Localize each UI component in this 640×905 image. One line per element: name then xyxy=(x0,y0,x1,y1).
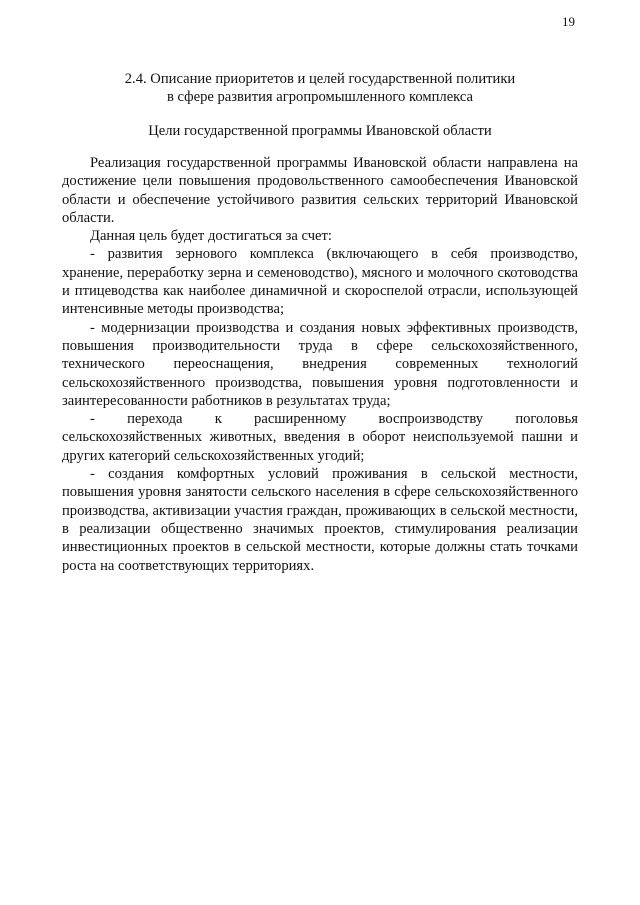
paragraph-modernization: - модернизации производства и создания новых эффективных производств, повышения производительности труда в сфере сельскохозяйственного, технического переоснащения, внедрения современных технологий сельскохозяйственного производства, повышения уровня подготовленности и заинтересованности работников в результатах труда; xyxy=(62,319,578,409)
paragraph-rural-conditions: - создания комфортных условий проживания в сельской местности, повышения уровня занятости сельского населения в сфере сельскохозяйственного производства, активизации участия граждан, проживающих в сельской местности, в реализации общественно значимых проектов, стимулирования реализации инвестиционных проектов в сельской местности, которые должны стать точками роста на соответствующих территориях. xyxy=(62,466,578,574)
page-number: 19 xyxy=(562,14,575,29)
body-text xyxy=(62,154,578,575)
paragraph-means-intro: Данная цель будет достигаться за счет: xyxy=(90,228,332,245)
paragraph-grain-livestock: - развития зернового комплекса (включающего в себя производство, хранение, переработку зерна и семеноводство), мясного и молочного скотоводства и птицеводства как наиболее динамичной и скороспелой отрасли, использующей интенсивные методы производства; xyxy=(62,246,578,318)
paragraph-reproduction: - перехода к расширенному воспроизводству поголовья сельскохозяйственных животных, введения в оборот неиспользуемой пашни и других категорий сельскохозяйственных угодий; xyxy=(62,411,578,464)
section-subheading: Цели государственной программы Ивановской области xyxy=(148,123,492,139)
section-heading-line-2: в сфере развития агропромышленного комплекса xyxy=(166,89,474,105)
section-heading-line-1: 2.4. Описание приоритетов и целей государственной политики xyxy=(124,71,516,87)
paragraph-goal: Реализация государственной программы Ивановской области направлена на достижение цели повышения продовольственного самообеспечения Ивановской области и обеспечение устойчивого развития сельских территорий Ивановской области. xyxy=(62,155,578,226)
section-heading xyxy=(62,70,578,106)
